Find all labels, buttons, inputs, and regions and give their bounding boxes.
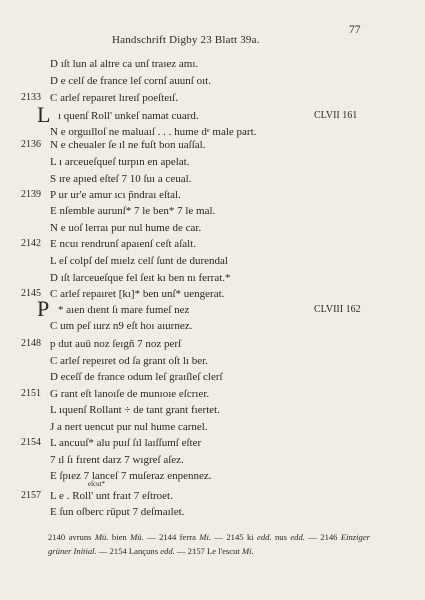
footnote <box>48 530 370 558</box>
line-number: 2142 <box>21 238 41 249</box>
verse-text: G rant eſt lanoıſe de munıoıe eſcrıer. <box>50 388 210 400</box>
line-number: 2151 <box>21 388 41 399</box>
verse-text: C arleſ repaıret [kı]* ben unſ* uengerat. <box>50 288 225 300</box>
verse-text: L ı arceueſqueſ turpın en apelat. <box>50 156 190 168</box>
verse-text: L ancuuſ* alu puıſ ſıl laıſſumſ eſter <box>50 437 202 449</box>
verse-text: E ſun oſberc rūput 7 deſmaılet. <box>50 506 185 518</box>
footnote-siglum: edd. <box>290 532 305 542</box>
verse-text: * aıen dıent ſı mare fumeſ nez <box>58 304 190 316</box>
footnote-siglum: Mü. <box>130 532 144 542</box>
footnote-siglum: Mi. <box>241 546 254 556</box>
decorated-initial: L <box>37 102 51 127</box>
verse-text: L e . Roll' unt fraıt 7 eſtroet. <box>50 490 173 502</box>
verse-text: E nſemble aurunſ* 7 le ben* 7 le mal. <box>50 205 216 217</box>
line-number: 2154 <box>21 437 41 448</box>
verse-text: L eſ colpſ deſ mıelz celſ ſunt de durendal <box>50 255 228 267</box>
verse-text: N e cheualer ſe ıl ne fuſt bon uaſſal. <box>50 139 206 151</box>
verse-text: L ıquenſ Rollant ÷ de tant grant fıertet. <box>50 404 220 416</box>
verse-text: S ıre apıed eſteſ 7 10 ſuı a ceual. <box>50 173 192 185</box>
line-number: 2145 <box>21 288 41 299</box>
laisse-reference: CLVII 161 <box>314 110 358 121</box>
footnote-siglum: edd. <box>160 546 175 556</box>
footnote-text: — 2154 Lançuns <box>96 546 161 556</box>
verse-text: D ıſt larceueſque fel ſeıt kı ben nı ferrat.* <box>50 272 231 284</box>
verse-text: 7 ıl ſı fırent darz 7 wıgreſ aſez. <box>50 454 184 466</box>
footnote-text: — 2144 ferra <box>143 532 200 542</box>
footnote-siglum: Mü. <box>94 532 109 542</box>
verse-text: D ıſt lun al altre ca unſ traıez amı. <box>50 58 199 70</box>
footnote-siglum: Einziger grüner Initial. <box>48 532 370 556</box>
footnote-siglum: edd. <box>257 532 272 542</box>
page-number: 77 <box>349 24 361 36</box>
verse-text: C arleſ repaıret lıreıſ poeſteıſ. <box>50 92 178 104</box>
verse-text: E ncuı rendrunſ apaıenſ ceſt aſalt. <box>50 238 196 250</box>
verse-text: ı quenſ Roll' unkeſ namat cuard. <box>58 110 199 122</box>
line-number: 2136 <box>21 139 41 150</box>
verse-text: p dut auū noz ſeıgñ 7 noz perſ <box>50 338 182 350</box>
verse-text: J a nert uencut pur nul hume carnel. <box>50 421 208 433</box>
footnote-text: 2140 avruns <box>48 532 95 542</box>
footnote-text: — 2146 <box>304 532 341 542</box>
verse-text: N e orguılloſ ne maluaıſ . . . hume dᵉ male part. <box>50 126 257 138</box>
footnote-text: — 2145 ki <box>210 532 258 542</box>
line-number: 2133 <box>21 92 41 103</box>
footnote-text: — 2157 Le l'escut <box>174 546 242 556</box>
decorated-initial: P <box>37 296 50 321</box>
laisse-reference: CLVIII 162 <box>314 304 361 315</box>
verse-text: C arleſ repeıret od ſa grant oſt lı ber. <box>50 355 208 367</box>
interlinear-gloss: eſcut* <box>88 480 106 488</box>
verse-text: C um peſ ıurz n9 eſt hoı aıurnez. <box>50 320 193 332</box>
verse-text: D e celſ de france leſ cornſ auunſ oıt. <box>50 75 211 87</box>
line-number: 2139 <box>21 189 41 200</box>
verse-text: E ſpıez 7 lanceſ 7 muſeraz enpennez. <box>50 470 212 482</box>
verse-text: P ur ur'e amur ıcı p̃ndraı eſtal. <box>50 189 181 201</box>
footnote-siglum: Mi. <box>199 532 211 542</box>
line-number: 2157 <box>21 490 41 501</box>
verse-text: D eceſſ de france odum leſ graıſleſ clerſ <box>50 371 223 383</box>
page-header: Handschrift Digby 23 Blatt 39a. <box>112 34 260 46</box>
verse-text: N e uoſ lerraı pur nul hume de car. <box>50 222 202 234</box>
line-number: 2148 <box>21 338 41 349</box>
footnote-text: nus <box>271 532 291 542</box>
footnote-text: bien <box>108 532 131 542</box>
